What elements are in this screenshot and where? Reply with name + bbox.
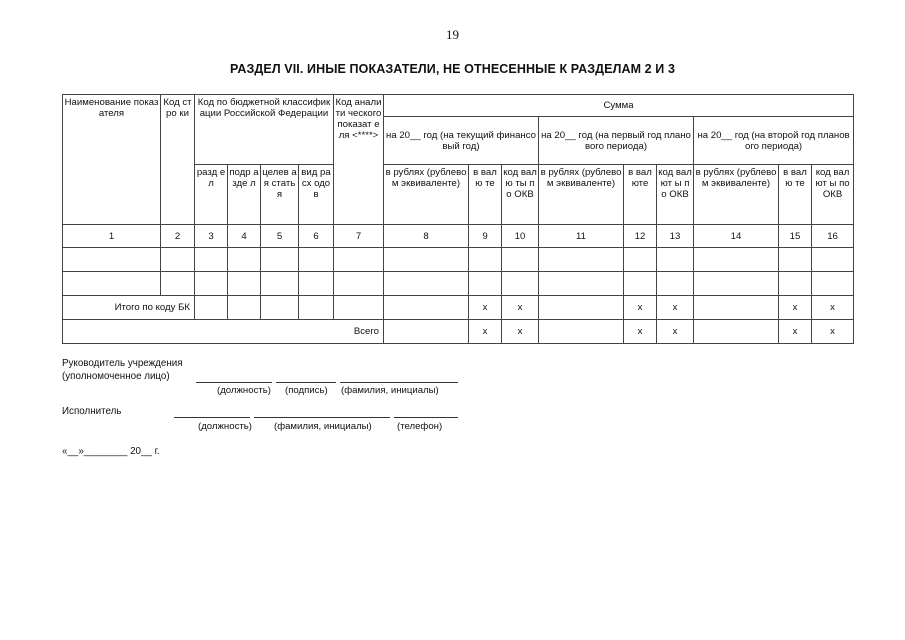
header-okv-first: код валют ы по ОКВ [657,165,694,225]
x-mark: x [812,296,854,320]
x-mark: x [624,296,657,320]
header-subsection: подр азде л [228,165,261,225]
header-year-first: на 20__ год (на первый год планового периода) [539,117,694,165]
total-bk-row [63,296,854,320]
header-year-current: на 20__ год (на текущий финансовый год) [384,117,539,165]
header-currency-second: в валю те [779,165,812,225]
col-number: 1 [63,225,161,248]
col-number: 3 [195,225,228,248]
head-position-line[interactable] [196,382,272,383]
executor-hint-phone: (телефон) [397,421,443,432]
header-currency-current: в валю те [469,165,502,225]
col-number: 13 [657,225,694,248]
x-mark: x [469,296,502,320]
col-number: 9 [469,225,502,248]
x-mark: x [779,320,812,344]
col-number: 8 [384,225,469,248]
col-number: 11 [539,225,624,248]
col-number: 12 [624,225,657,248]
total-all-label: Всего [63,320,384,344]
header-currency-first: в вал юте [624,165,657,225]
head-label-1: Руководитель учреждения [62,358,183,369]
header-rubles-first: в рублях (рублевом эквиваленте) [539,165,624,225]
header-section: разд ел [195,165,228,225]
head-name-line[interactable] [340,382,458,383]
header-sum: Сумма [384,95,854,117]
head-signature-line[interactable] [276,382,336,383]
header-expense-type: вид расх одов [299,165,334,225]
head-label-2: (уполномоченное лицо) [62,371,170,382]
header-okv-current: код валю ты по ОКВ [502,165,539,225]
col-number: 2 [161,225,195,248]
executor-hint-name: (фамилия, инициалы) [274,421,372,432]
executor-label: Исполнитель [62,406,122,417]
head-hint-position: (должность) [217,385,271,396]
header-line-code: Код стро ки [161,95,195,225]
head-hint-signature: (подпись) [285,385,328,396]
col-number: 10 [502,225,539,248]
col-number: 15 [779,225,812,248]
col-number: 14 [694,225,779,248]
x-mark: x [469,320,502,344]
x-mark: x [779,296,812,320]
data-row-empty [63,248,854,272]
total-all-row [63,320,854,344]
col-number: 4 [228,225,261,248]
header-target-article: целев ая статья [261,165,299,225]
header-rubles-current: в рублях (рублевом эквиваленте) [384,165,469,225]
header-year-second: на 20__ год (на второй год планового периода) [694,117,854,165]
x-mark: x [657,320,694,344]
executor-position-line[interactable] [174,417,250,418]
header-indicator-name: Наименование показателя [63,95,161,225]
header-analytic-code: Код аналити ческого показат еля <****> [334,95,384,225]
executor-phone-line[interactable] [394,417,458,418]
executor-name-line[interactable] [254,417,390,418]
header-okv-second: код валют ы по ОКВ [812,165,854,225]
x-mark: x [502,320,539,344]
col-number: 7 [334,225,384,248]
indicators-table [62,94,854,344]
header-budget-classification: Код по бюджетной классификации Российской Федерации [195,95,334,165]
section-title: РАЗДЕЛ VII. ИНЫЕ ПОКАЗАТЕЛИ, НЕ ОТНЕСЕННЫЕ К РАЗДЕЛАМ 2 И 3 [229,62,676,76]
col-number: 5 [261,225,299,248]
header-rubles-second: в рублях (рублевом эквиваленте) [694,165,779,225]
date-line: «__»________ 20__ г. [62,446,160,457]
column-number-row [63,225,854,248]
x-mark: x [657,296,694,320]
col-number: 16 [812,225,854,248]
x-mark: x [812,320,854,344]
x-mark: x [624,320,657,344]
head-hint-name: (фамилия, инициалы) [341,385,439,396]
data-row-empty [63,272,854,296]
x-mark: x [502,296,539,320]
page-number: 19 [446,27,459,42]
executor-hint-position: (должность) [198,421,252,432]
col-number: 6 [299,225,334,248]
total-bk-label: Итого по коду БК [63,296,195,320]
